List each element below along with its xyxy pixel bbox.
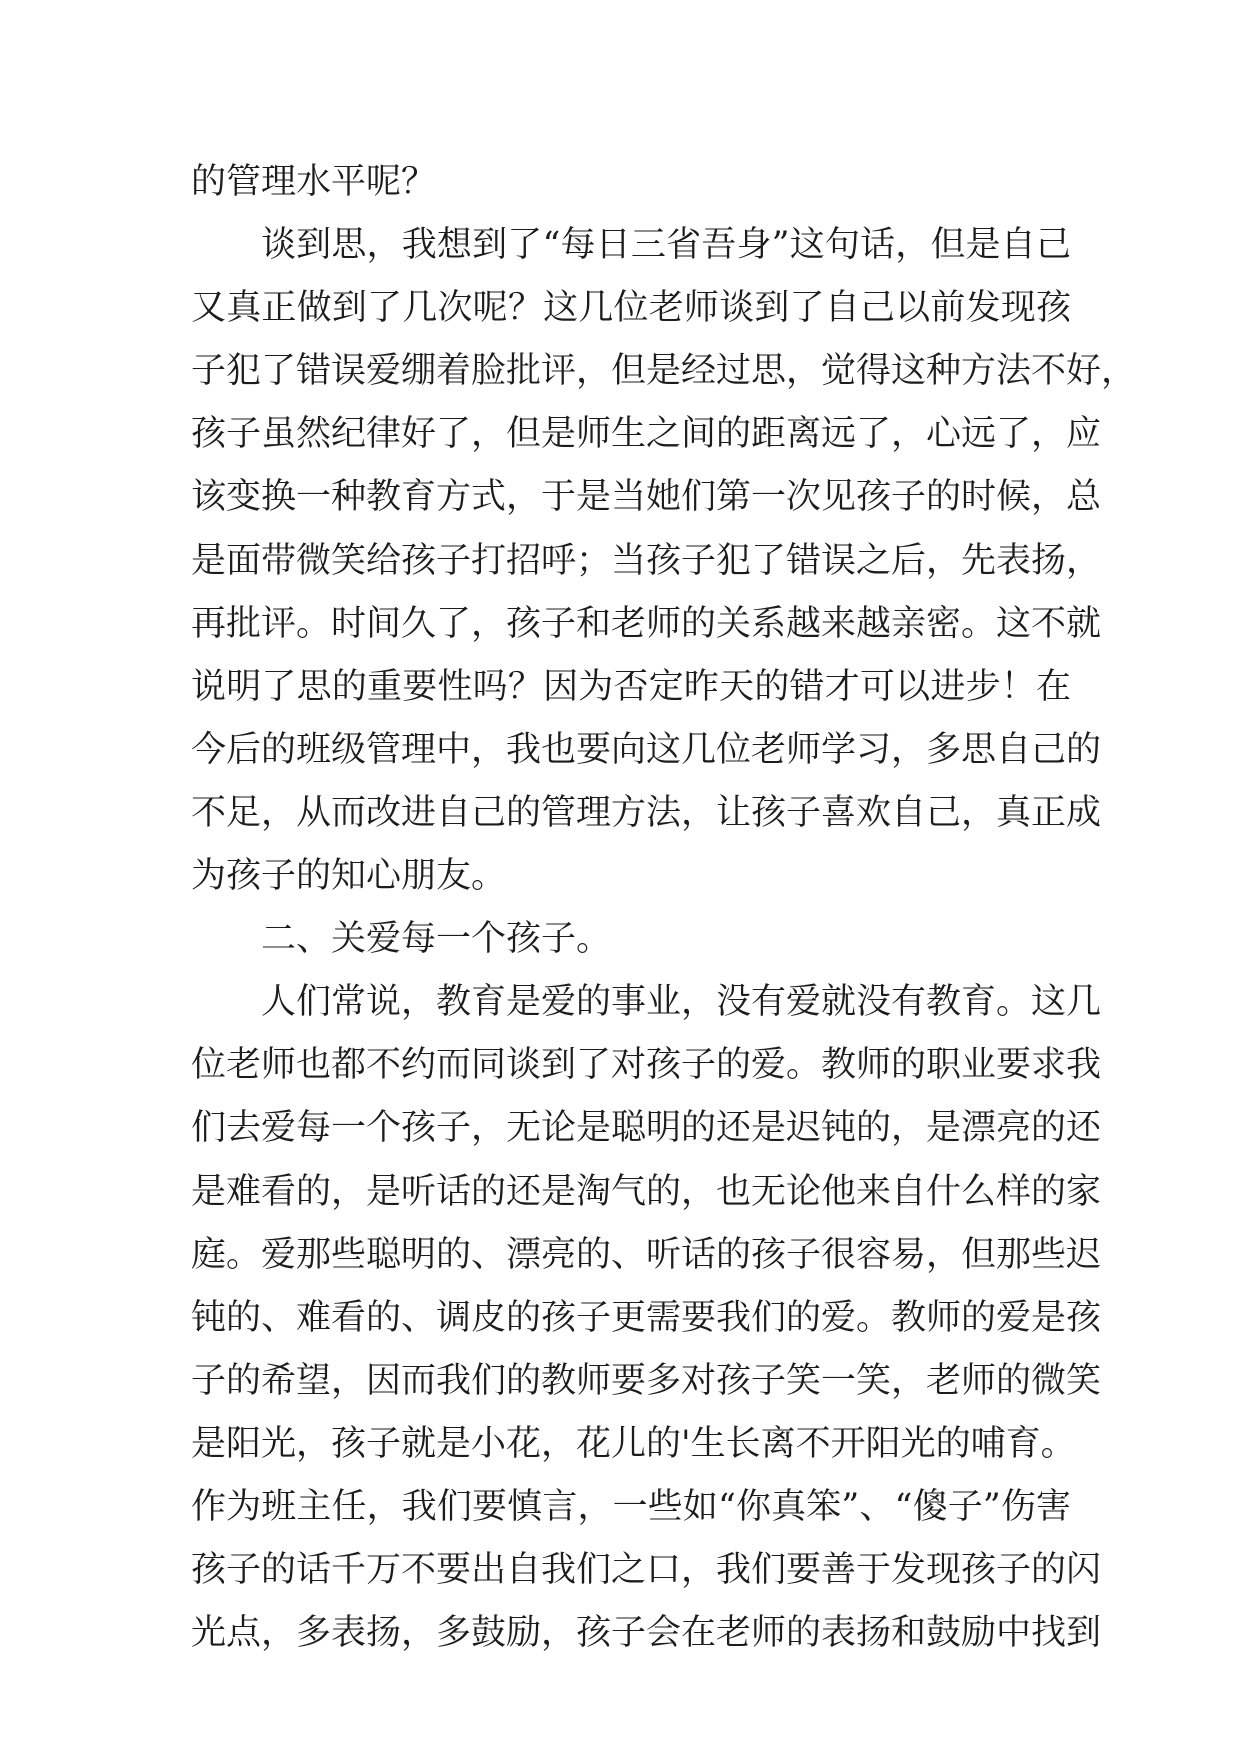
- text-line: 是阳光，孩子就是小花，花儿的'生长离不开阳光的哺育。: [191, 1423, 1076, 1464]
- text-line: 是难看的，是听话的还是淘气的，也无论他来自什么样的家: [191, 1171, 1102, 1212]
- text-line: 今后的班级管理中，我也要向这几位老师学习，多思自己的: [191, 729, 1102, 770]
- body-text: [191, 162, 1137, 1676]
- text-line: 们去爱每一个孩子，无论是聪明的还是迟钝的，是漂亮的还: [191, 1108, 1102, 1149]
- text-line: 谈到思，我想到了“每日三省吾身”这句话，但是自己: [261, 225, 1071, 266]
- text-line: 人们常说，教育是爱的事业，没有爱就没有教育。这几: [261, 982, 1102, 1023]
- text-line: 不足，从而改进自己的管理方法，让孩子喜欢自己，真正成: [191, 792, 1102, 833]
- text-line: 再批评。时间久了，孩子和老师的关系越来越亲密。这不就: [191, 603, 1102, 644]
- text-line: 说明了思的重要性吗？因为否定昨天的错才可以进步！在: [191, 666, 1071, 707]
- text-line: 二、关爱每一个孩子。: [261, 919, 612, 960]
- text-line: 庭。爱那些聪明的、漂亮的、听话的孩子很容易，但那些迟: [191, 1234, 1102, 1275]
- text-line: 又真正做到了几次呢？这几位老师谈到了自己以前发现孩: [191, 288, 1071, 329]
- text-line: 为孩子的知心朋友。: [191, 856, 507, 897]
- text-line: 钝的、难看的、调皮的孩子更需要我们的爱。教师的爱是孩: [191, 1297, 1102, 1338]
- text-line: 孩子虽然纪律好了，但是师生之间的距离远了，心远了，应: [191, 414, 1102, 455]
- text-line: 光点，多表扬，多鼓励，孩子会在老师的表扬和鼓励中找到: [191, 1613, 1102, 1654]
- text-line: 该变换一种教育方式，于是当她们第一次见孩子的时候，总: [191, 477, 1102, 518]
- text-line: 的管理水平呢？: [191, 162, 437, 202]
- text-line: 子犯了错误爱绷着脸批评，但是经过思，觉得这种方法不好，: [191, 351, 1137, 392]
- text-line: 子的希望，因而我们的教师要多对孩子笑一笑，老师的微笑: [191, 1360, 1102, 1401]
- text-line: 是面带微笑给孩子打招呼；当孩子犯了错误之后，先表扬，: [191, 540, 1102, 581]
- text-line: 孩子的话千万不要出自我们之口，我们要善于发现孩子的闪: [191, 1550, 1102, 1591]
- text-line: 位老师也都不约而同谈到了对孩子的爱。教师的职业要求我: [191, 1045, 1102, 1086]
- text-line: 作为班主任，我们要慎言，一些如“你真笨”、“傻子”伤害: [191, 1486, 1071, 1527]
